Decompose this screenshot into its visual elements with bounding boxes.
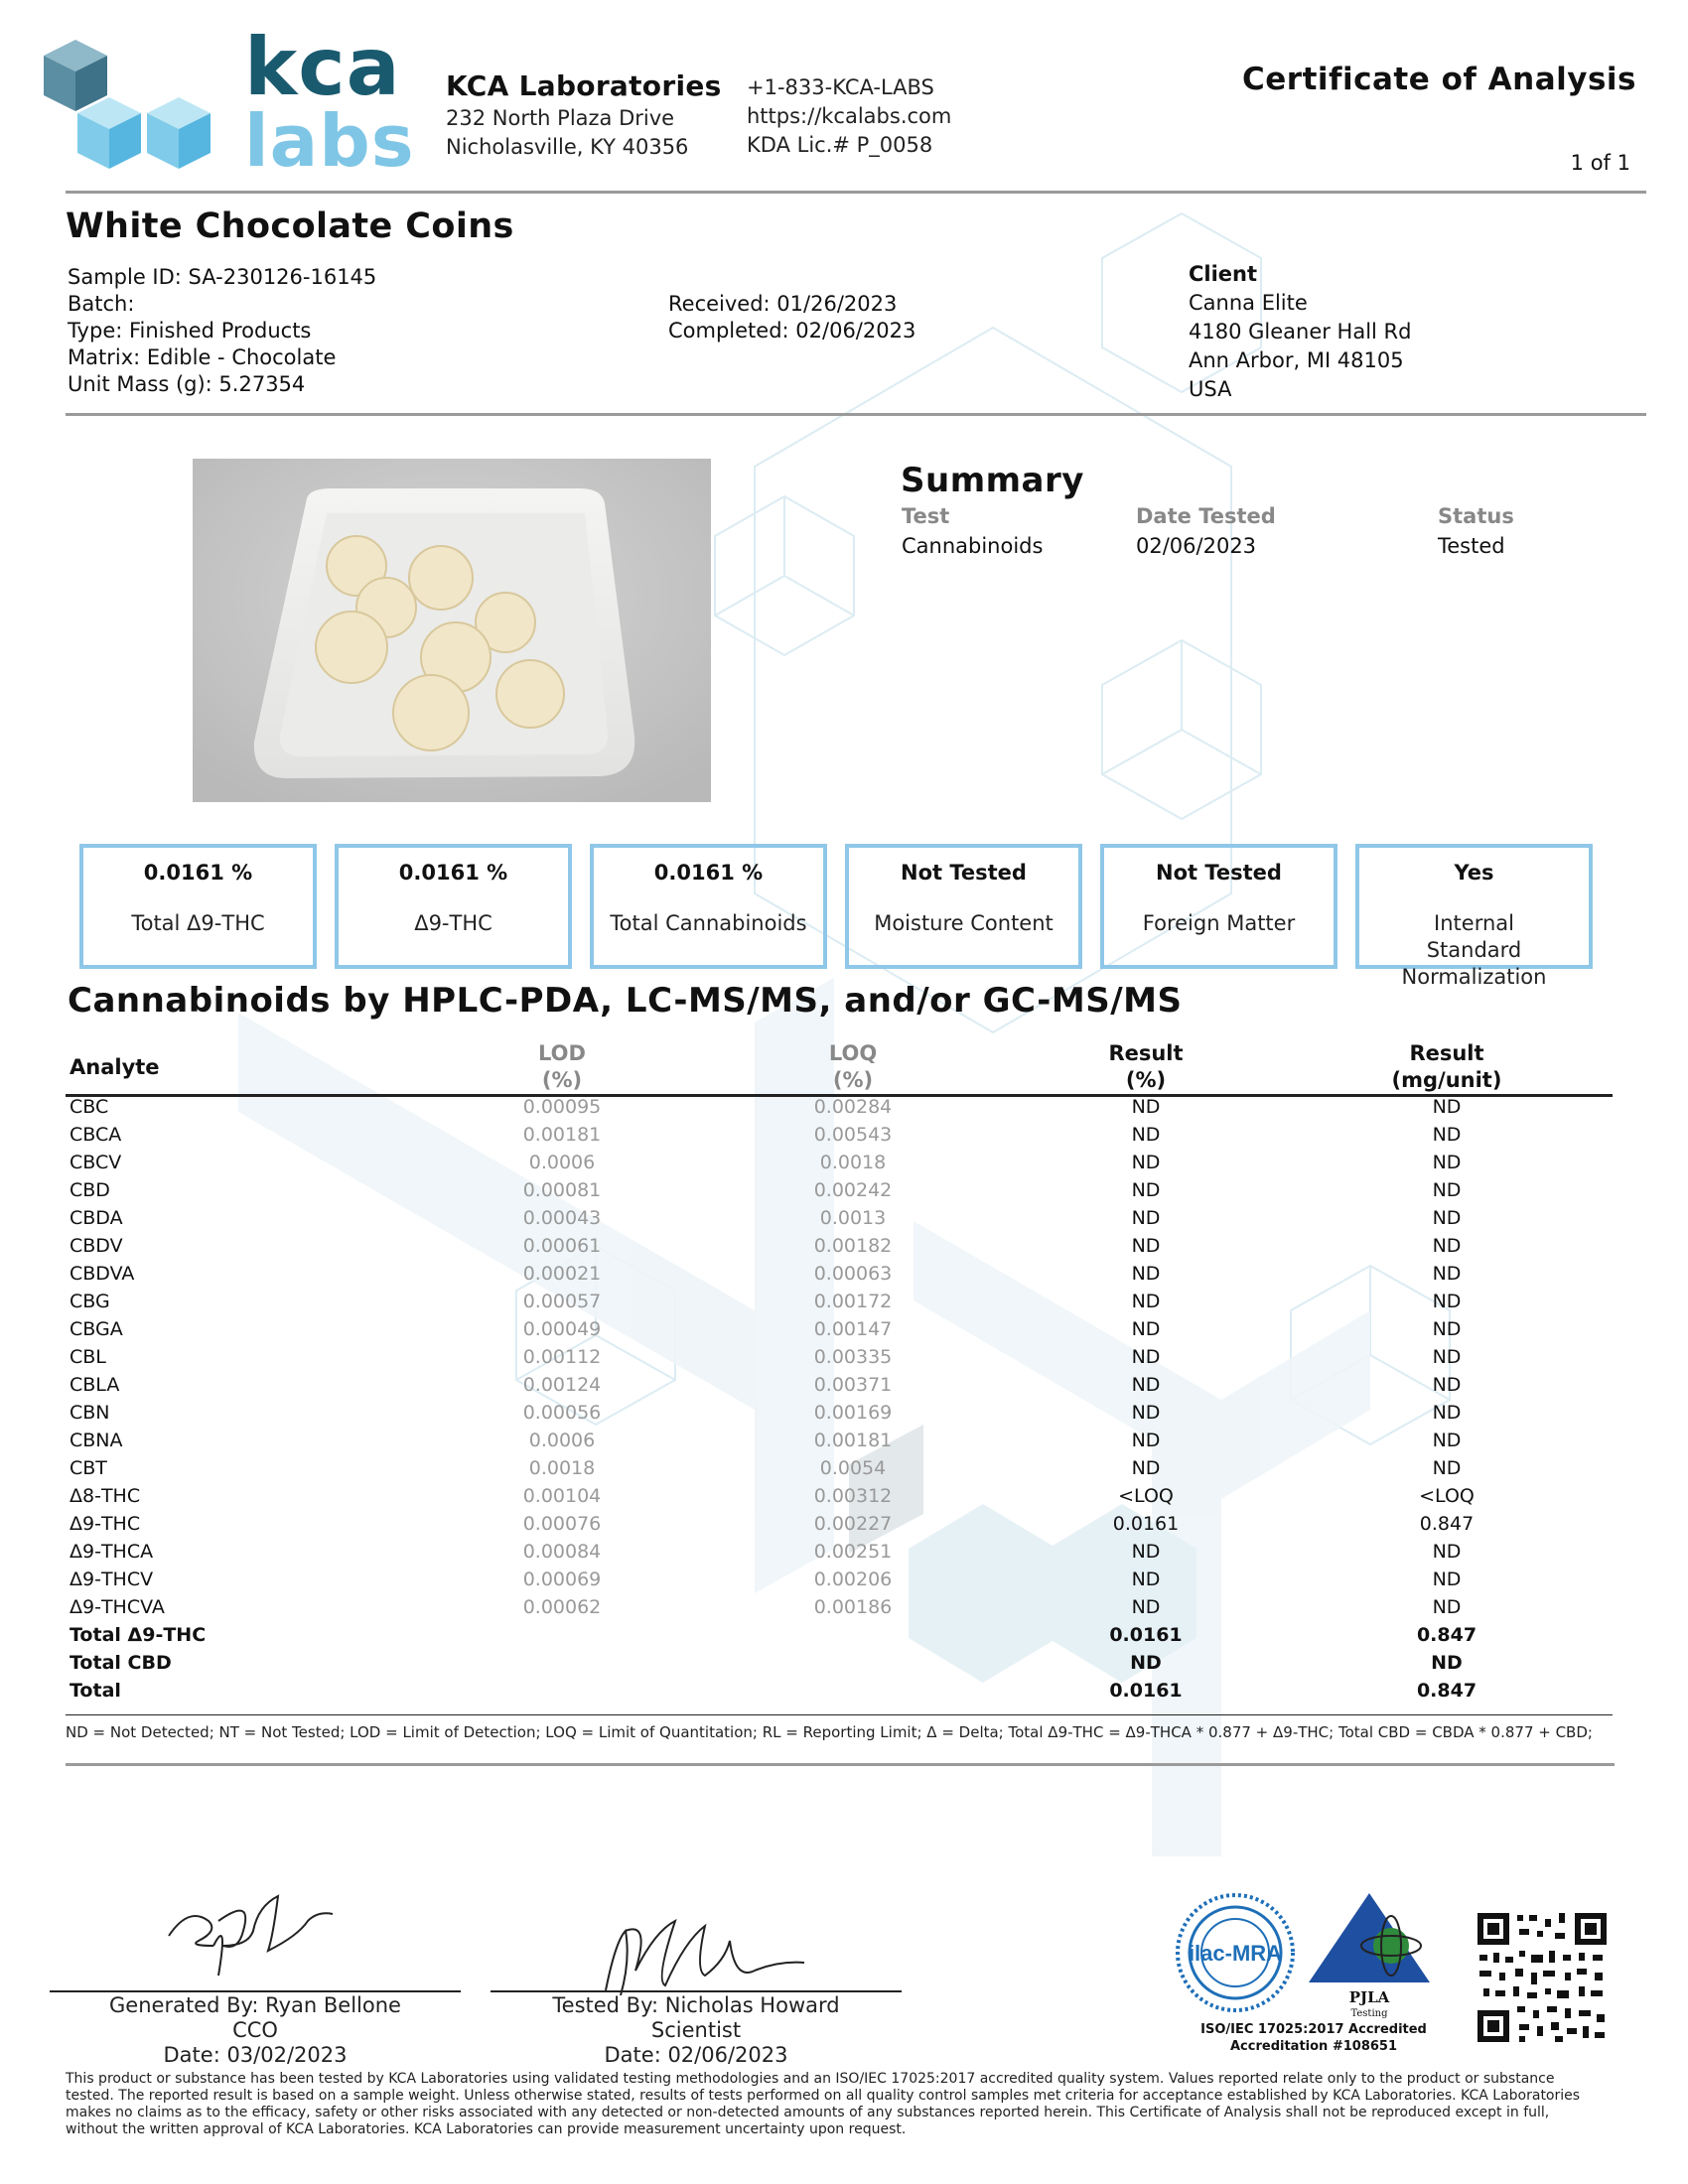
result-mg-cell: ND bbox=[1432, 1096, 1462, 1118]
loq-cell: 0.0018 bbox=[819, 1152, 887, 1173]
accreditation-line2: Accreditation #108651 bbox=[1230, 2039, 1397, 2054]
result-mg-cell: ND bbox=[1432, 1596, 1462, 1618]
table-row bbox=[70, 1374, 1609, 1402]
summary-header-date: Date Tested bbox=[1136, 504, 1276, 528]
summary-header-test: Test bbox=[902, 504, 950, 528]
table-row bbox=[70, 1179, 1609, 1207]
completed-date: Completed: 02/06/2023 bbox=[668, 319, 916, 342]
loq-cell: 0.0054 bbox=[819, 1457, 887, 1479]
lod-cell: 0.00081 bbox=[522, 1179, 602, 1201]
highlight-label: Δ9-THC bbox=[414, 911, 492, 935]
signer-2-date: Date: 02/06/2023 bbox=[604, 2043, 788, 2067]
client-country: USA bbox=[1189, 377, 1232, 401]
table-row bbox=[70, 1096, 1609, 1124]
loq-cell: 0.00147 bbox=[813, 1318, 893, 1340]
analyte-cell: CBCA bbox=[70, 1124, 122, 1146]
table-row bbox=[70, 1207, 1609, 1235]
analyte-cell: CBLA bbox=[70, 1374, 120, 1396]
lod-cell: 0.0018 bbox=[528, 1457, 596, 1479]
table-footnote: ND = Not Detected; NT = Not Tested; LOD = Limit of Detection; LOQ = Limit of Quantitation; RL = Reporting Limit; Δ = Delta; Total Δ9-THC = Δ9-THCA * 0.877 + Δ9-THC; Total CBD = CBDA * 0.877 + CBD; bbox=[66, 1723, 1593, 1741]
col-header-analyte: Analyte bbox=[70, 1055, 160, 1079]
lod-cell: 0.00057 bbox=[522, 1291, 602, 1312]
result-pct-cell: 0.0161 bbox=[1109, 1680, 1183, 1702]
highlight-d9thc bbox=[335, 844, 572, 969]
kca-cubes-logo-icon bbox=[44, 40, 222, 179]
table-row bbox=[70, 1152, 1609, 1179]
table-row bbox=[70, 1541, 1609, 1569]
highlight-label: Total Cannabinoids bbox=[610, 911, 807, 935]
analyte-cell: CBDVA bbox=[70, 1263, 135, 1285]
highlight-value: Not Tested bbox=[901, 861, 1027, 885]
lod-cell: 0.00181 bbox=[522, 1124, 602, 1146]
sample-matrix: Matrix: Edible - Chocolate bbox=[68, 345, 337, 369]
info-divider bbox=[66, 413, 1646, 416]
col-header-result-pct-label: Result bbox=[1108, 1041, 1184, 1065]
table-row bbox=[70, 1263, 1609, 1291]
analyte-cell: Δ9-THCA bbox=[70, 1541, 154, 1563]
loq-cell: 0.00181 bbox=[813, 1430, 893, 1451]
sample-id: Sample ID: SA-230126-16145 bbox=[68, 265, 377, 289]
svg-text:Testing: Testing bbox=[1350, 2008, 1388, 2019]
result-mg-cell: ND bbox=[1432, 1569, 1462, 1590]
lod-cell: 0.00061 bbox=[522, 1235, 602, 1257]
col-header-result-mg-unit: (mg/unit) bbox=[1391, 1068, 1502, 1092]
highlight-internal-standard bbox=[1355, 844, 1593, 989]
result-mg-cell: ND bbox=[1432, 1124, 1462, 1146]
summary-date-value: 02/06/2023 bbox=[1136, 534, 1257, 558]
analyte-cell: Total CBD bbox=[70, 1652, 172, 1674]
analyte-cell: CBC bbox=[70, 1096, 109, 1118]
result-mg-cell: ND bbox=[1432, 1152, 1462, 1173]
highlight-value: 0.0161 % bbox=[398, 861, 508, 885]
client-city: Ann Arbor, MI 48105 bbox=[1189, 348, 1404, 372]
page-number: 1 of 1 bbox=[1570, 151, 1630, 175]
lab-license: KDA Lic.# P_0058 bbox=[747, 133, 933, 157]
logo-text-kca: kca bbox=[244, 21, 401, 113]
client-street: 4180 Gleaner Hall Rd bbox=[1189, 320, 1412, 343]
loq-cell: 0.00284 bbox=[813, 1096, 893, 1118]
lab-name: KCA Laboratories bbox=[446, 69, 722, 102]
legal-disclaimer: This product or substance has been tested by KCA Laboratories using validated testing methodologies and an ISO/IEC 17025:2017 accredited quality system. Values reported relate only to the product or substance tested. The reported result is based on a sample weight. Unless otherwise stated, results of tests performed on all quality control samples met criteria for acceptance established by KCA Laboratories. KCA Laboratories makes no claims as to the efficacy, safety or other risks associated with any detected or non-detected amounts of any substances reported herein. This Certificate of Analysis shall not be reproduced except in full, without the written approval of KCA Laboratories. KCA Laboratories can provide measurement uncertainty upon request. bbox=[66, 2071, 1581, 2137]
col-header-loq-unit: (%) bbox=[832, 1068, 874, 1092]
loq-cell: 0.00186 bbox=[813, 1596, 893, 1618]
result-mg-cell: <LOQ bbox=[1419, 1485, 1475, 1507]
analyte-cell: CBGA bbox=[70, 1318, 123, 1340]
sample-dates bbox=[668, 291, 915, 344]
document-title: Certificate of Analysis bbox=[1242, 62, 1636, 97]
lod-cell: 0.00124 bbox=[522, 1374, 602, 1396]
lod-cell: 0.00112 bbox=[522, 1346, 602, 1368]
analyte-cell: CBD bbox=[70, 1179, 110, 1201]
analyte-cell: Total Δ9-THC bbox=[70, 1624, 207, 1646]
result-mg-cell: ND bbox=[1432, 1541, 1462, 1563]
highlight-value: 0.0161 % bbox=[143, 861, 253, 885]
client-heading: Client bbox=[1189, 262, 1258, 286]
analyte-cell: CBT bbox=[70, 1457, 107, 1479]
lab-address-line1: 232 North Plaza Drive bbox=[446, 106, 675, 130]
lod-cell: 0.0006 bbox=[528, 1430, 596, 1451]
table-row bbox=[70, 1513, 1609, 1541]
result-pct-cell: ND bbox=[1131, 1263, 1161, 1285]
results-divider bbox=[66, 1763, 1615, 1766]
analyte-cell: Total bbox=[70, 1680, 121, 1702]
result-pct-cell: <LOQ bbox=[1118, 1485, 1174, 1507]
analyte-cell: Δ9-THCV bbox=[70, 1569, 154, 1590]
lod-cell: 0.00069 bbox=[522, 1569, 602, 1590]
signature-line-1 bbox=[50, 1990, 461, 1992]
result-mg-cell: ND bbox=[1432, 1346, 1462, 1368]
highlight-foreign-matter bbox=[1100, 844, 1337, 969]
summary-col-status bbox=[1438, 501, 1514, 561]
result-mg-cell: ND bbox=[1432, 1430, 1462, 1451]
highlight-total-cannabinoids bbox=[590, 844, 827, 969]
result-pct-cell: ND bbox=[1131, 1457, 1161, 1479]
qr-code-icon[interactable] bbox=[1476, 1911, 1609, 2044]
lod-cell: 0.00049 bbox=[522, 1318, 602, 1340]
result-pct-cell: ND bbox=[1131, 1541, 1161, 1563]
col-header-loq-label: LOQ bbox=[828, 1041, 878, 1065]
summary-title: Summary bbox=[901, 461, 1084, 500]
loq-cell: 0.00242 bbox=[813, 1179, 893, 1201]
signer-1-role: CCO bbox=[232, 2018, 278, 2042]
lod-cell: 0.00043 bbox=[522, 1207, 602, 1229]
col-header-result-mg bbox=[1347, 1040, 1546, 1094]
lod-cell: 0.00076 bbox=[522, 1513, 602, 1535]
loq-cell: 0.00543 bbox=[813, 1124, 893, 1146]
signature-line-2 bbox=[491, 1990, 902, 1992]
result-mg-cell: 0.847 bbox=[1416, 1680, 1477, 1702]
highlight-value: 0.0161 % bbox=[653, 861, 764, 885]
result-pct-cell: ND bbox=[1131, 1318, 1161, 1340]
logo-text-labs: labs bbox=[244, 99, 415, 183]
highlight-total-d9thc bbox=[79, 844, 317, 969]
table-row bbox=[70, 1235, 1609, 1263]
table-total-row bbox=[70, 1624, 1609, 1652]
sample-meta bbox=[68, 264, 376, 398]
table-total-row bbox=[70, 1652, 1609, 1680]
highlight-value: Yes bbox=[1454, 861, 1494, 885]
col-header-loq bbox=[754, 1040, 952, 1094]
result-mg-cell: ND bbox=[1432, 1263, 1462, 1285]
analyte-cell: CBDA bbox=[70, 1207, 123, 1229]
analyte-cell: Δ8-THC bbox=[70, 1485, 141, 1507]
result-mg-cell: ND bbox=[1432, 1374, 1462, 1396]
lod-cell: 0.00084 bbox=[522, 1541, 602, 1563]
analyte-cell: Δ9-THC bbox=[70, 1513, 141, 1535]
summary-col-test bbox=[902, 501, 1043, 561]
table-row bbox=[70, 1485, 1609, 1513]
lod-cell: 0.00104 bbox=[522, 1485, 602, 1507]
table-bottom-divider bbox=[66, 1714, 1613, 1715]
col-header-result-pct-unit: (%) bbox=[1125, 1068, 1167, 1092]
received-date: Received: 01/26/2023 bbox=[668, 292, 898, 316]
col-header-lod-unit: (%) bbox=[541, 1068, 583, 1092]
result-mg-cell: ND bbox=[1432, 1291, 1462, 1312]
loq-cell: 0.00172 bbox=[813, 1291, 893, 1312]
table-row bbox=[70, 1596, 1609, 1624]
pjla-logo-icon bbox=[1307, 1891, 1432, 2020]
svg-text:ilac-MRA: ilac-MRA bbox=[1188, 1941, 1283, 1966]
result-mg-cell: ND bbox=[1432, 1207, 1462, 1229]
table-row bbox=[70, 1402, 1609, 1430]
analyte-cell: Δ9-THCVA bbox=[70, 1596, 165, 1618]
result-pct-cell: ND bbox=[1131, 1291, 1161, 1312]
analyte-cell: CBN bbox=[70, 1402, 110, 1424]
lab-address-line2: Nicholasville, KY 40356 bbox=[446, 135, 689, 159]
client-name: Canna Elite bbox=[1189, 291, 1308, 315]
signature-block-2 bbox=[491, 1993, 902, 2068]
result-pct-cell: ND bbox=[1131, 1235, 1161, 1257]
result-mg-cell: 0.847 bbox=[1416, 1624, 1477, 1646]
analyte-cell: CBG bbox=[70, 1291, 110, 1312]
summary-test-value: Cannabinoids bbox=[902, 534, 1044, 558]
signer-1-name: Generated By: Ryan Bellone bbox=[109, 1993, 401, 2017]
summary-col-date bbox=[1136, 501, 1276, 561]
loq-cell: 0.00312 bbox=[813, 1485, 893, 1507]
result-pct-cell: ND bbox=[1131, 1096, 1161, 1118]
highlight-label: Moisture Content bbox=[874, 911, 1054, 935]
summary-status-value: Tested bbox=[1438, 534, 1505, 558]
lod-cell: 0.00021 bbox=[522, 1263, 602, 1285]
lab-contact bbox=[747, 73, 951, 160]
col-header-result-mg-label: Result bbox=[1409, 1041, 1484, 1065]
sample-batch: Batch: bbox=[68, 292, 135, 316]
result-pct-cell: ND bbox=[1131, 1569, 1161, 1590]
loq-cell: 0.00063 bbox=[813, 1263, 893, 1285]
signer-2-name: Tested By: Nicholas Howard bbox=[552, 1993, 840, 2017]
loq-cell: 0.00251 bbox=[813, 1541, 893, 1563]
result-pct-cell: 0.0161 bbox=[1109, 1624, 1183, 1646]
result-mg-cell: ND bbox=[1431, 1652, 1463, 1674]
table-row bbox=[70, 1318, 1609, 1346]
result-pct-cell: ND bbox=[1130, 1652, 1162, 1674]
table-row bbox=[70, 1291, 1609, 1318]
table-row bbox=[70, 1346, 1609, 1374]
result-mg-cell: ND bbox=[1432, 1318, 1462, 1340]
table-row bbox=[70, 1430, 1609, 1457]
loq-cell: 0.00182 bbox=[813, 1235, 893, 1257]
analyte-cell: CBNA bbox=[70, 1430, 123, 1451]
col-header-lod bbox=[463, 1040, 661, 1094]
result-pct-cell: ND bbox=[1131, 1179, 1161, 1201]
table-row bbox=[70, 1457, 1609, 1485]
highlight-label: Internal Standard Normalization bbox=[1401, 911, 1547, 989]
result-mg-cell: ND bbox=[1432, 1457, 1462, 1479]
loq-cell: 0.00371 bbox=[813, 1374, 893, 1396]
highlight-label: Foreign Matter bbox=[1142, 911, 1296, 935]
loq-cell: 0.00169 bbox=[813, 1402, 893, 1424]
client-block bbox=[1189, 260, 1411, 404]
table-row bbox=[70, 1124, 1609, 1152]
accreditation-text bbox=[1185, 2021, 1443, 2055]
analyte-cell: CBL bbox=[70, 1346, 106, 1368]
summary-header-status: Status bbox=[1438, 504, 1514, 528]
result-pct-cell: ND bbox=[1131, 1124, 1161, 1146]
result-mg-cell: ND bbox=[1432, 1402, 1462, 1424]
product-photo bbox=[193, 459, 711, 802]
ilac-mra-logo-icon bbox=[1174, 1891, 1297, 2014]
loq-cell: 0.00206 bbox=[813, 1569, 893, 1590]
lod-cell: 0.00056 bbox=[522, 1402, 602, 1424]
signature-block-1 bbox=[50, 1993, 461, 2068]
sample-type: Type: Finished Products bbox=[68, 319, 312, 342]
signer-2-role: Scientist bbox=[650, 2018, 742, 2042]
svg-text:PJLA: PJLA bbox=[1348, 1988, 1390, 2006]
lod-cell: 0.0006 bbox=[528, 1152, 596, 1173]
analyte-cell: CBDV bbox=[70, 1235, 123, 1257]
result-pct-cell: ND bbox=[1131, 1402, 1161, 1424]
result-pct-cell: 0.0161 bbox=[1112, 1513, 1180, 1535]
result-pct-cell: ND bbox=[1131, 1207, 1161, 1229]
signer-1-date: Date: 03/02/2023 bbox=[163, 2043, 348, 2067]
sample-unit-mass: Unit Mass (g): 5.27354 bbox=[68, 372, 306, 396]
loq-cell: 0.0013 bbox=[819, 1207, 887, 1229]
result-pct-cell: ND bbox=[1131, 1374, 1161, 1396]
loq-cell: 0.00335 bbox=[813, 1346, 893, 1368]
accreditation-line1: ISO/IEC 17025:2017 Accredited bbox=[1200, 2022, 1427, 2037]
analyte-cell: CBCV bbox=[70, 1152, 122, 1173]
lod-cell: 0.00062 bbox=[522, 1596, 602, 1618]
highlight-value: Not Tested bbox=[1156, 861, 1282, 885]
result-pct-cell: ND bbox=[1131, 1596, 1161, 1618]
highlight-label: Total Δ9-THC bbox=[131, 911, 265, 935]
table-total-row bbox=[70, 1680, 1609, 1707]
lod-cell: 0.00095 bbox=[522, 1096, 602, 1118]
loq-cell: 0.00227 bbox=[813, 1513, 893, 1535]
product-name: White Chocolate Coins bbox=[66, 206, 514, 246]
signature-ryan-bellone bbox=[159, 1876, 357, 1985]
lab-phone: +1-833-KCA-LABS bbox=[747, 75, 934, 99]
result-mg-cell: ND bbox=[1432, 1235, 1462, 1257]
signature-nicholas-howard bbox=[596, 1901, 814, 2000]
col-header-lod-label: LOD bbox=[538, 1041, 586, 1065]
result-pct-cell: ND bbox=[1131, 1346, 1161, 1368]
result-pct-cell: ND bbox=[1131, 1430, 1161, 1451]
col-header-result-pct bbox=[1047, 1040, 1245, 1094]
cannabinoids-title: Cannabinoids by HPLC-PDA, LC-MS/MS, and/or GC-MS/MS bbox=[68, 981, 1183, 1021]
result-mg-cell: 0.847 bbox=[1419, 1513, 1475, 1535]
table-row bbox=[70, 1569, 1609, 1596]
result-mg-cell: ND bbox=[1432, 1179, 1462, 1201]
header-divider bbox=[66, 191, 1646, 194]
result-pct-cell: ND bbox=[1131, 1152, 1161, 1173]
lab-website[interactable]: https://kcalabs.com bbox=[747, 104, 952, 128]
highlight-moisture bbox=[845, 844, 1082, 969]
